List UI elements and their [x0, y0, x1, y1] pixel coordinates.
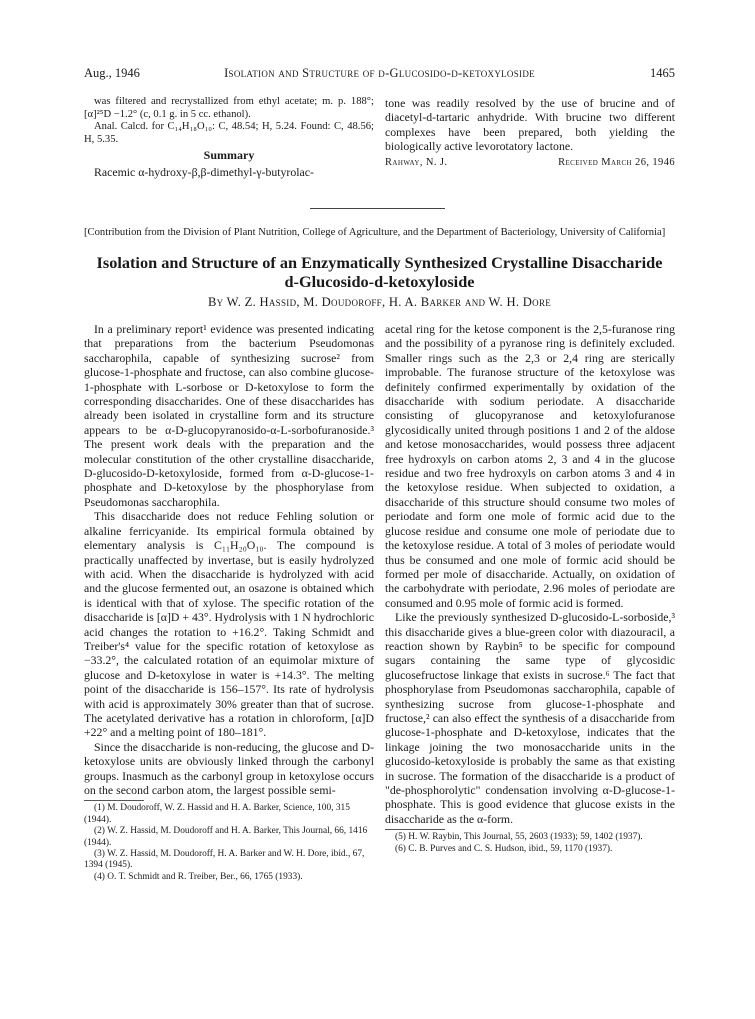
issue-date: Aug., 1946 [84, 66, 140, 80]
footnote: (4) O. T. Schmidt and R. Treiber, Ber., 66, 1765 (1933). [94, 871, 303, 882]
section-divider [310, 208, 445, 209]
paragraph: This disaccharide does not reduce Fehling solution or alkaline ferricyanide. Its empirical formula obtained by elementary analysis is C₁₁H₂₀O₁₀. The compound is practically unaffected by invertase, but is easily hydrolyzed with acid. When the disaccharide is hydrolyzed with acid and the glucose fermented out, an osazone is obtained which is identical with that of xylose. The specific rotation of the disaccharide is [α]D + 43°. Hydrolysis with 1 N hydrochloric acid changes the rotation to +16.2°. Taking Schmidt and Treiber's⁴ value for the specific rotation of ketoxylose as −33.2°, the calculated rotation of an equimolar mixture of glucose and D-ketoxylose in water is +14.3°. The melting point of the disaccharide is 156–157°. Its rate of hydrolysis with acid is approximately 30% greater than that of sucrose. The acetylated derivative has a rotation in chloroform, [α]D +22° and a melting point of 180–181°. [84, 509, 374, 740]
footnote-rule [84, 800, 144, 801]
footnote: (1) M. Doudoroff, W. Z. Hassid and H. A. Barker, Science, 100, 315 (1944). [84, 803, 350, 825]
article-title [84, 253, 675, 291]
paragraph: In a preliminary report¹ evidence was presented indicating that preparations from the bacterium Pseudomonas saccharophila, capable of synthesizing sucrose² from glucose-1-phosphate and fructose, can also combine glucose-1-phosphate with L-sorbose or D-ketoxylose to form the corresponding disaccharides. One of these disaccharides has already been isolated in crystalline form and its structure appears to be α-D-glucopyranosido-α-L-sorbofuranoside.³ The present work deals with the preparation and the molecular constitution of the other crystalline disaccharide, D-glucosido-D-ketoxyloside, formed from α-D-glucose-1-phosphate and D-ketoxylose by the phosphorylase from Pseudomonas saccharophila. [84, 322, 374, 509]
footnote: (2) W. Z. Hassid, M. Doudoroff and H. A. Barker, This Journal, 66, 1416 (1944). [84, 826, 368, 848]
footnote-rule [385, 829, 445, 830]
running-title: Isolation and Structure of d-Glucosido-d-ketoxyloside [224, 66, 535, 80]
prev-left-column [84, 96, 374, 180]
prev-analysis: Anal. Calcd. for C₁₄H₁₈O₁₀: C, 48.54; H, 5.24. Found: C, 48.56; H, 5.35. [84, 121, 374, 145]
page-number: 1465 [650, 66, 675, 80]
summary-start: Racemic α-hydroxy-β,β-dimethyl-γ-butyrolac- [94, 165, 314, 180]
footnote: (6) C. B. Purves and C. S. Hudson, ibid., 59, 1170 (1937). [395, 843, 613, 854]
title-line-1: Isolation and Structure of an Enzymatically Synthesized Crystalline Disaccharide [96, 253, 663, 272]
paragraph: Since the disaccharide is non-reducing, the glucose and D-ketoxylose units are obviously linked through the carbonyl groups. Inasmuch as the carbonyl group in ketoxylose occurs on the second carbon atom, the largest possible semi- [84, 739, 374, 797]
previous-article-end [84, 96, 675, 180]
location: Rahway, N. J. [385, 156, 448, 168]
paragraph: acetal ring for the ketose component is the 2,5-furanose ring and the possibility of a pyranose ring is definitely excluded. Smaller rings such as the 2,3 or 2,4 ring are sterically improbable. The furanose structure of the ketoxylose was definitely confirmed experimentally by oxidation of the disaccharide with sodium periodate. A disaccharide consisting of glucopyranose and ketoxylofuranose glycosidically united through positions 1 and 2 of the aldose and ketose monosaccharides, would possess three adjacent free hydroxyls on carbon atoms 2, 3 and 4 in the glucose residue and two free hydroxyls on carbon atoms 3 and 4 in the ketoxylose residue. When subjected to oxidation, a disaccharide of this structure should consume two moles of periodate and form one mole of formic acid due to the glucose residue and consume one mole of periodate due to the ketoxylose residue. A total of 3 moles of periodate would thus be consumed and one mole of formic acid should be formed per mole of disaccharide. Actually, on oxidation of the carbohydrate with periodate, 2.96 moles of periodate are consumed and 0.95 mole of formic acid is formed. [385, 322, 675, 610]
contribution-line: [Contribution from the Division of Plant Nutrition, College of Agriculture, and the Department of Bacteriology, University of California] [84, 227, 666, 238]
paragraph: Like the previously synthesized D-glucosido-L-sorboside,³ this disaccharide gives a blue-green color with diazouracil, a reaction shown by Raybin⁵ to be specific for compound sugars containing the same type of glycosidic glucosefructose linkage that exists in sucrose.⁶ The fact that phosphorylase from Pseudomonas saccharophila, capable of synthesizing sucrose from glucose-1-phosphate and fructose,² can also effect the synthesis of a disaccharide from glucose-1-phosphate and D-ketoxylose, indicates that the linkage joining the two monosaccharide units in the glucosido-ketoxyloside is probably the same as that existing in sucrose. The formation of the disaccharide is a product of "de-phosphorolytic" condensation involving α-D-glucose-1-phosphate. This is good evidence that glucose exists in the disaccharide as the α-form. [385, 610, 675, 826]
summary-continued: tone was readily resolved by the use of brucine and of diacetyl-d-tartaric anhydride. With brucine two different complexes have been prepared, both yielding the biologically active levorotatory lactone. [385, 96, 675, 154]
received-line [385, 157, 675, 168]
authors: By W. Z. Hassid, M. Doudoroff, H. A. Barker and W. H. Dore [207, 295, 552, 309]
running-header [84, 66, 675, 82]
footnote: (5) H. W. Raybin, This Journal, 55, 2603 (1933); 59, 1402 (1937). [395, 832, 643, 843]
received-date: Received March 26, 1946 [558, 156, 675, 168]
right-column [385, 322, 675, 883]
prev-right-column [385, 96, 675, 180]
left-column [84, 322, 374, 883]
prev-text: was filtered and recrystallized from ethyl acetate; m. p. 188°; [α]²⁵D −1.2° (c, 0.1 g. in 5 cc. ethanol). [84, 96, 374, 120]
article-body [84, 322, 675, 883]
summary-heading: Summary [203, 148, 255, 163]
footnote: (3) W. Z. Hassid, M. Doudoroff, H. A. Barker and W. H. Dore, ibid., 67, 1394 (1945). [84, 849, 365, 871]
title-line-2: d-Glucosido-d-ketoxyloside [284, 272, 475, 291]
